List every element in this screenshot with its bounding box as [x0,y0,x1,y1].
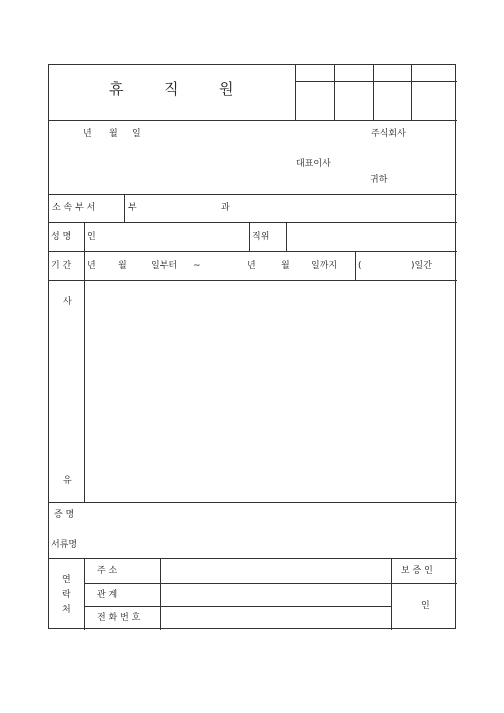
department-gwa: 과 [221,203,230,213]
contact-label-char: 연 [62,575,71,585]
col-divider [411,65,412,120]
period-end-month: 월 [281,261,290,271]
row-divider [49,502,457,503]
period-paren-open: ( [358,261,362,271]
department-bu: 부 [128,203,137,213]
phone-label: 전 화 번 호 [97,613,141,623]
col-divider [286,222,287,251]
col-divider [84,222,85,502]
date-day-label: 일 [132,129,141,139]
contact-label-char: 락 [62,590,71,600]
row-divider [49,222,457,223]
row-divider [295,81,457,82]
row-divider [84,606,391,607]
department-label: 소 속 부 서 [52,203,96,213]
honorific-label: 귀하 [370,175,388,185]
proof-label-line2: 서류명 [51,540,78,550]
guarantor-label: 보 증 인 [401,566,433,576]
reason-label-top: 사 [63,297,72,307]
col-divider [249,222,250,251]
contact-label-char: 처 [62,605,71,615]
col-divider [355,251,356,280]
name-label: 성 명 [51,232,72,242]
date-month-label: 월 [109,129,118,139]
relation-label: 관 계 [97,590,118,600]
ceo-label: 대표이사 [296,159,331,169]
name-seal: 인 [87,232,96,242]
col-divider [373,65,374,120]
address-label: 주 소 [97,566,118,576]
period-days: )일간 [411,261,432,271]
title-char: 휴 [109,80,124,98]
period-start-year: 년 [87,261,96,271]
leave-application-form [48,64,456,629]
col-divider [160,558,161,630]
period-end-year: 년 [247,261,256,271]
row-divider [49,280,457,281]
period-start-month: 월 [118,261,127,271]
col-divider [295,65,296,120]
position-label: 직위 [252,232,270,242]
col-divider [124,194,125,222]
row-divider [49,120,457,121]
reason-label-bottom: 유 [63,476,72,486]
period-end-day: 일까지 [311,261,338,271]
row-divider [49,251,457,252]
row-divider [49,194,457,195]
date-year-label: 년 [83,129,92,139]
col-divider [84,558,85,630]
row-divider [49,558,457,559]
row-divider [84,583,457,584]
proof-label-line1: 증 명 [54,510,75,520]
col-divider [334,65,335,120]
title-char: 원 [219,80,234,98]
period-tilde: ~ [193,261,201,271]
period-label: 기 간 [51,261,72,271]
company-label: 주식회사 [371,129,406,139]
guarantor-seal: 인 [421,601,430,611]
title-char: 직 [164,80,179,98]
period-start-day: 일부터 [151,261,178,271]
col-divider [391,558,392,630]
